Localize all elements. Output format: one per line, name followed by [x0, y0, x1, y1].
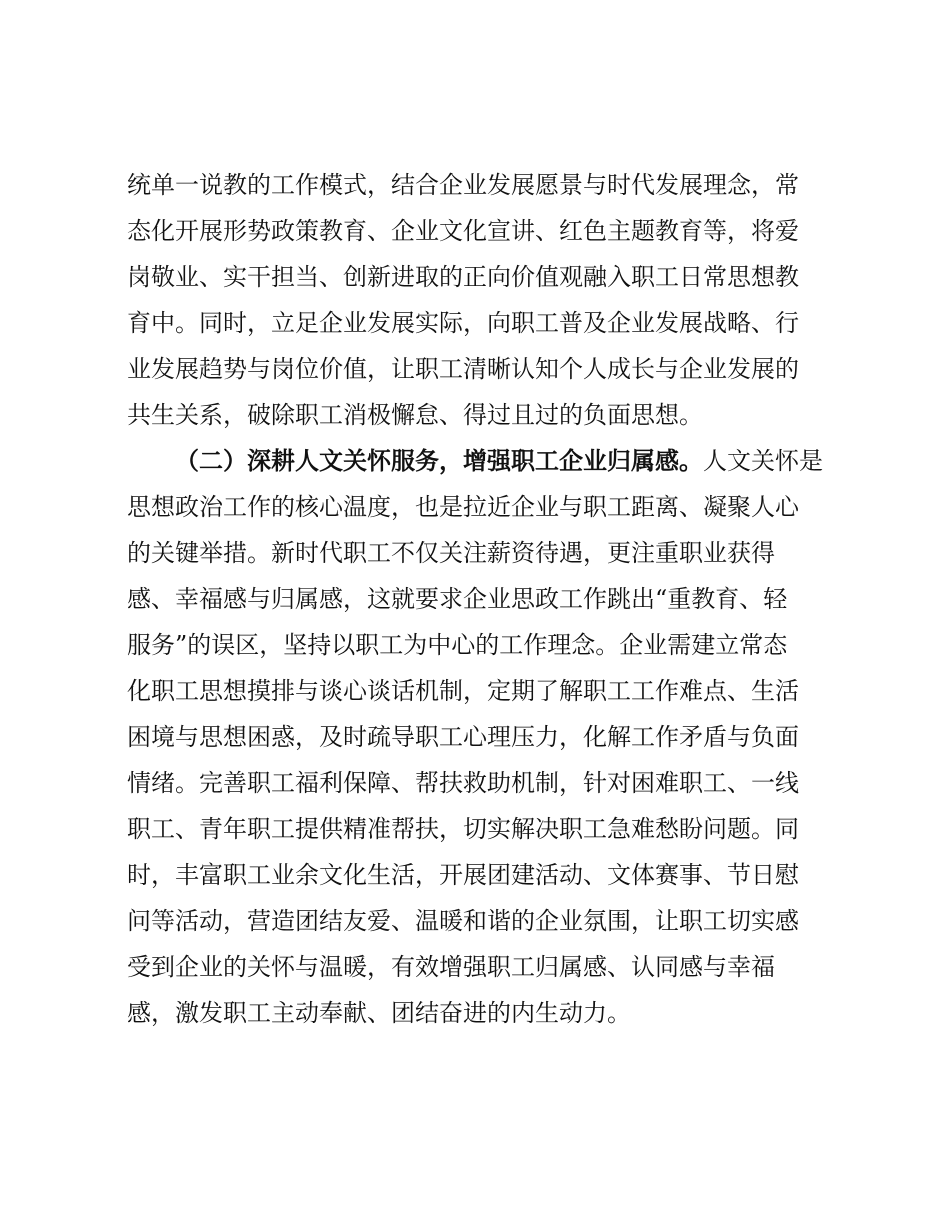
section-heading: （二）深耕人文关怀服务，增强职工企业归属感。	[175, 447, 703, 475]
paragraph-1-line: 态化开展形势政策教育、企业文化宣讲、红色主题教育等，将爱	[127, 217, 799, 245]
paragraph-1-line: 岗敬业、实干担当、创新进取的正向价值观融入职工日常思想教	[127, 263, 799, 291]
paragraph-2-first-line-rest: 人文关怀是	[703, 447, 823, 475]
paragraph-2-line: 情绪。完善职工福利保障、帮扶救助机制，针对困难职工、一线	[127, 769, 799, 797]
paragraph-2-first-line	[127, 438, 827, 484]
paragraph-1	[127, 162, 827, 438]
paragraph-2-line: 职工、青年职工提供精准帮扶，切实解决职工急难愁盼问题。同	[127, 815, 799, 843]
paragraph-2-line: 时，丰富职工业余文化生活，开展团建活动、文体赛事、节日慰	[127, 861, 799, 889]
paragraph-2-line: 感，激发职工主动奉献、团结奋进的内生动力。	[127, 999, 631, 1027]
paragraph-2-line: 化职工思想摸排与谈心谈话机制，定期了解职工工作难点、生活	[127, 677, 799, 705]
paragraph-1-line: 业发展趋势与岗位价值，让职工清晰认知个人成长与企业发展的	[127, 355, 799, 383]
document-body	[127, 162, 827, 1036]
paragraph-2-line: 问等活动，营造团结友爱、温暖和谐的企业氛围，让职工切实感	[127, 907, 799, 935]
paragraph-1-line: 育中。同时，立足企业发展实际，向职工普及企业发展战略、行	[127, 309, 799, 337]
paragraph-2-line: 受到企业的关怀与温暖，有效增强职工归属感、认同感与幸福	[127, 953, 775, 981]
paragraph-2-line: 服务”的误区，坚持以职工为中心的工作理念。企业需建立常态	[127, 631, 788, 659]
paragraph-2-line: 的关键举措。新时代职工不仅关注薪资待遇，更注重职业获得	[127, 539, 775, 567]
paragraph-2-line: 思想政治工作的核心温度，也是拉近企业与职工距离、凝聚人心	[127, 493, 799, 521]
paragraph-2	[127, 438, 827, 1036]
paragraph-1-line: 共生关系，破除职工消极懈怠、得过且过的负面思想。	[127, 401, 703, 429]
paragraph-1-line: 统单一说教的工作模式，结合企业发展愿景与时代发展理念，常	[127, 171, 799, 199]
paragraph-2-line: 感、幸福感与归属感，这就要求企业思政工作跳出“重教育、轻	[127, 585, 788, 613]
paragraph-2-line: 困境与思想困惑，及时疏导职工心理压力，化解工作矛盾与负面	[127, 723, 799, 751]
